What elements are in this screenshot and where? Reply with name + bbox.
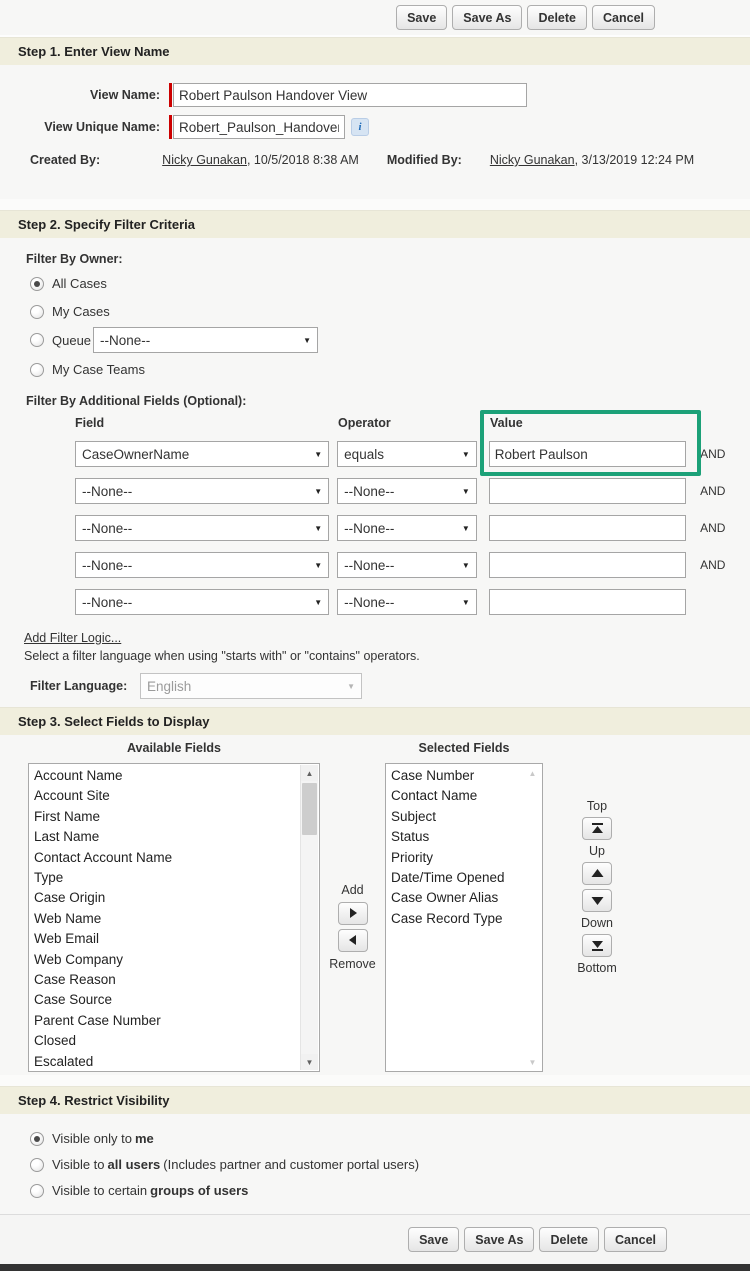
scrollbar-thumb[interactable] (302, 783, 317, 835)
operator-select-value: --None-- (344, 520, 395, 536)
delete-button[interactable]: Delete (539, 1227, 599, 1252)
chevron-down-icon: ▼ (461, 560, 470, 570)
operator-select[interactable] (337, 589, 477, 615)
filter-language-row (30, 673, 750, 699)
list-item[interactable]: Subject (391, 808, 437, 824)
chevron-down-icon: ▼ (461, 597, 470, 607)
created-by-link[interactable]: Nicky Gunakan (162, 153, 247, 167)
scroll-up-icon: ▲ (524, 765, 541, 781)
radio-visible-all[interactable] (30, 1158, 44, 1172)
chevron-down-icon: ▼ (303, 335, 312, 345)
list-item[interactable]: Web Company (34, 951, 124, 967)
move-down-icon (591, 896, 604, 905)
chevron-down-icon: ▼ (314, 560, 323, 570)
view-unique-name-label: View Unique Name: (44, 120, 160, 134)
value-input[interactable] (489, 478, 686, 504)
radio-all-cases[interactable] (30, 277, 44, 291)
section-gap (0, 199, 750, 210)
and-label: AND (700, 484, 726, 498)
remove-arrow-icon (347, 934, 359, 946)
option-text-bold: all users (107, 1157, 161, 1172)
field-select[interactable] (75, 441, 329, 467)
step2-header: Step 2. Specify Filter Criteria (0, 210, 750, 238)
view-unique-name-row (0, 115, 750, 139)
remove-label: Remove (329, 956, 376, 971)
list-item[interactable]: Date/Time Opened (391, 870, 505, 886)
move-up-button[interactable] (582, 862, 612, 885)
owner-option-queue[interactable] (30, 327, 750, 353)
created-by-label: Created By: (30, 153, 101, 167)
list-item[interactable]: Parent Case Number (34, 1012, 161, 1028)
filter-by-owner-label: Filter By Owner: (26, 252, 123, 266)
list-item[interactable]: First Name (34, 808, 101, 824)
reorder-column (557, 797, 637, 1072)
owner-option-label: All Cases (52, 276, 107, 291)
field-select[interactable] (75, 515, 329, 541)
list-item[interactable]: Status (391, 829, 430, 845)
queue-select-value: --None-- (100, 332, 151, 348)
step1-body (0, 65, 750, 199)
bottom-label: Bottom (577, 961, 617, 975)
list-item[interactable]: Last Name (34, 829, 100, 845)
list-item[interactable]: Case Number (391, 768, 475, 783)
add-arrow-icon (347, 907, 359, 919)
cancel-button[interactable]: Cancel (592, 5, 655, 30)
list-item[interactable]: Contact Name (391, 788, 478, 804)
field-select-value: --None-- (82, 520, 133, 536)
operator-select[interactable] (337, 515, 477, 541)
option-text: (Includes partner and customer portal users) (163, 1157, 420, 1172)
value-input[interactable] (489, 515, 686, 541)
filter-row-3 (75, 515, 730, 541)
step4-body (0, 1114, 750, 1214)
delete-button[interactable]: Delete (527, 5, 587, 30)
selected-fields-column (385, 741, 543, 1072)
up-label: Up (589, 844, 605, 858)
filter-row-2 (75, 478, 730, 504)
step1-header: Step 1. Enter View Name (0, 37, 750, 65)
save-as-button[interactable]: Save As (452, 5, 522, 30)
move-top-button[interactable] (582, 817, 612, 840)
available-fields-listbox[interactable] (28, 763, 320, 1072)
field-select-value: --None-- (82, 594, 133, 610)
available-fields-label: Available Fields (126, 741, 222, 755)
window-bottom-edge (0, 1264, 750, 1271)
operator-select-value: equals (344, 446, 384, 462)
scrollbar-disabled (524, 765, 541, 1070)
info-icon[interactable]: i (351, 118, 369, 136)
owner-option-label: My Case Teams (52, 362, 145, 377)
step3-header: Step 3. Select Fields to Display (0, 707, 750, 735)
option-text-bold: me (134, 1131, 154, 1146)
field-select[interactable] (75, 552, 329, 578)
scrollbar[interactable] (300, 765, 318, 1070)
operator-select[interactable] (337, 552, 477, 578)
operator-select-value: --None-- (344, 557, 395, 573)
section-gap (0, 1075, 750, 1086)
move-top-icon (591, 823, 604, 834)
owner-option-my-cases[interactable] (30, 304, 750, 319)
required-bar (169, 115, 172, 139)
move-bottom-icon (591, 940, 604, 951)
queue-select[interactable] (93, 327, 318, 353)
view-unique-name-input[interactable] (173, 115, 345, 139)
move-down-button[interactable] (582, 889, 612, 912)
chevron-down-icon: ▼ (314, 597, 323, 607)
operator-select-value: --None-- (344, 594, 395, 610)
field-select[interactable] (75, 478, 329, 504)
value-input[interactable] (489, 552, 686, 578)
list-item[interactable]: Priority (391, 849, 434, 865)
radio-my-case-teams[interactable] (30, 363, 44, 377)
list-item[interactable]: Case Reason (34, 972, 116, 988)
list-item[interactable]: Account Site (34, 788, 110, 804)
view-name-input[interactable] (173, 83, 527, 107)
filter-language-select (140, 673, 362, 699)
save-button[interactable]: Save (408, 1227, 459, 1252)
view-name-row (0, 83, 750, 107)
filter-table-header (75, 416, 730, 430)
move-bottom-button[interactable] (582, 934, 612, 957)
field-select-value: --None-- (82, 557, 133, 573)
scroll-down-icon: ▼ (524, 1054, 541, 1070)
add-remove-column (320, 781, 385, 1072)
created-by-date: , 10/5/2018 8:38 AM (246, 153, 359, 167)
option-text: Visible to (52, 1157, 105, 1172)
value-column-header: Value (490, 416, 523, 430)
list-item[interactable]: Type (34, 870, 64, 886)
field-select[interactable] (75, 589, 329, 615)
down-label: Down (581, 916, 613, 930)
option-text: Visible to certain (52, 1183, 148, 1198)
modified-by-date: , 3/13/2019 12:24 PM (574, 153, 695, 167)
filter-row-5 (75, 589, 730, 615)
list-item[interactable]: Case Record Type (391, 910, 503, 926)
radio-visible-groups[interactable] (30, 1184, 44, 1198)
value-input[interactable] (489, 441, 686, 467)
field-picker (0, 735, 750, 1072)
filter-row-4 (75, 552, 730, 578)
save-button[interactable]: Save (396, 5, 447, 30)
filter-language-label: Filter Language: (30, 679, 128, 693)
list-item[interactable]: Account Name (34, 768, 123, 783)
top-label: Top (586, 799, 608, 813)
list-item[interactable]: Web Name (34, 910, 102, 926)
owner-option-all-cases[interactable] (30, 276, 750, 291)
field-column-header: Field (75, 416, 105, 430)
filter-language-value: English (147, 678, 192, 694)
chevron-down-icon: ▼ (314, 486, 323, 496)
cancel-button[interactable]: Cancel (604, 1227, 667, 1252)
remove-button[interactable] (338, 929, 368, 952)
list-item[interactable]: Escalated (34, 1053, 94, 1069)
filter-language-helper-text: Select a filter language when using "starts with" or "contains" operators. (24, 649, 420, 663)
radio-visible-me[interactable] (30, 1132, 44, 1146)
operator-select[interactable] (337, 441, 477, 467)
add-label: Add (341, 882, 364, 897)
operator-select[interactable] (337, 478, 477, 504)
view-name-label: View Name: (90, 88, 160, 102)
owner-option-label: My Cases (52, 304, 110, 319)
filter-table (75, 416, 730, 615)
save-as-button[interactable]: Save As (464, 1227, 534, 1252)
radio-my-cases[interactable] (30, 305, 44, 319)
option-text: Visible only to (52, 1131, 132, 1146)
visibility-option-me[interactable] (30, 1131, 750, 1146)
list-item[interactable]: Case Source (34, 992, 113, 1008)
operator-select-value: --None-- (344, 483, 395, 499)
available-fields-column (28, 741, 320, 1072)
list-item[interactable]: Case Origin (34, 890, 106, 906)
modified-by-link[interactable]: Nicky Gunakan (489, 153, 575, 167)
and-label: AND (700, 521, 726, 535)
list-item[interactable]: Contact Account Name (34, 849, 173, 865)
scroll-up-icon[interactable]: ▲ (301, 765, 318, 781)
chevron-down-icon: ▼ (461, 486, 470, 496)
option-text-bold: groups of users (150, 1183, 249, 1198)
selected-fields-listbox[interactable] (385, 763, 543, 1072)
required-bar (169, 83, 172, 107)
chevron-down-icon: ▼ (314, 449, 323, 459)
list-item[interactable]: Web Email (34, 931, 100, 947)
top-action-bar (0, 0, 750, 37)
visibility-option-all-users[interactable] (30, 1157, 750, 1172)
add-filter-logic-link[interactable]: Add Filter Logic... (24, 631, 122, 645)
modified-by-label: Modified By: (386, 153, 462, 167)
field-select-value: --None-- (82, 483, 133, 499)
chevron-down-icon: ▼ (314, 523, 323, 533)
filter-row-1 (75, 441, 730, 467)
owner-option-label: Queue (52, 332, 92, 348)
step4-header: Step 4. Restrict Visibility (0, 1086, 750, 1114)
and-label: AND (700, 558, 726, 572)
move-up-icon (591, 869, 604, 878)
list-item[interactable]: Case Owner Alias (391, 890, 499, 906)
add-button[interactable] (338, 902, 368, 925)
step3-body (0, 735, 750, 1075)
visibility-option-groups[interactable] (30, 1183, 750, 1198)
chevron-down-icon: ▼ (347, 681, 355, 691)
owner-option-my-case-teams[interactable] (30, 362, 750, 377)
radio-queue[interactable] (30, 333, 44, 347)
and-label: AND (700, 447, 726, 461)
list-item[interactable]: Closed (34, 1033, 77, 1049)
operator-column-header: Operator (338, 416, 391, 430)
step2-body (0, 252, 750, 707)
audit-row (30, 153, 750, 167)
value-input[interactable] (489, 589, 686, 615)
field-select-value: CaseOwnerName (82, 446, 190, 462)
chevron-down-icon: ▼ (461, 449, 470, 459)
selected-fields-label: Selected Fields (418, 741, 510, 755)
chevron-down-icon: ▼ (461, 523, 470, 533)
scroll-down-icon[interactable]: ▼ (301, 1054, 318, 1070)
additional-fields-label: Filter By Additional Fields (Optional): (26, 394, 247, 408)
